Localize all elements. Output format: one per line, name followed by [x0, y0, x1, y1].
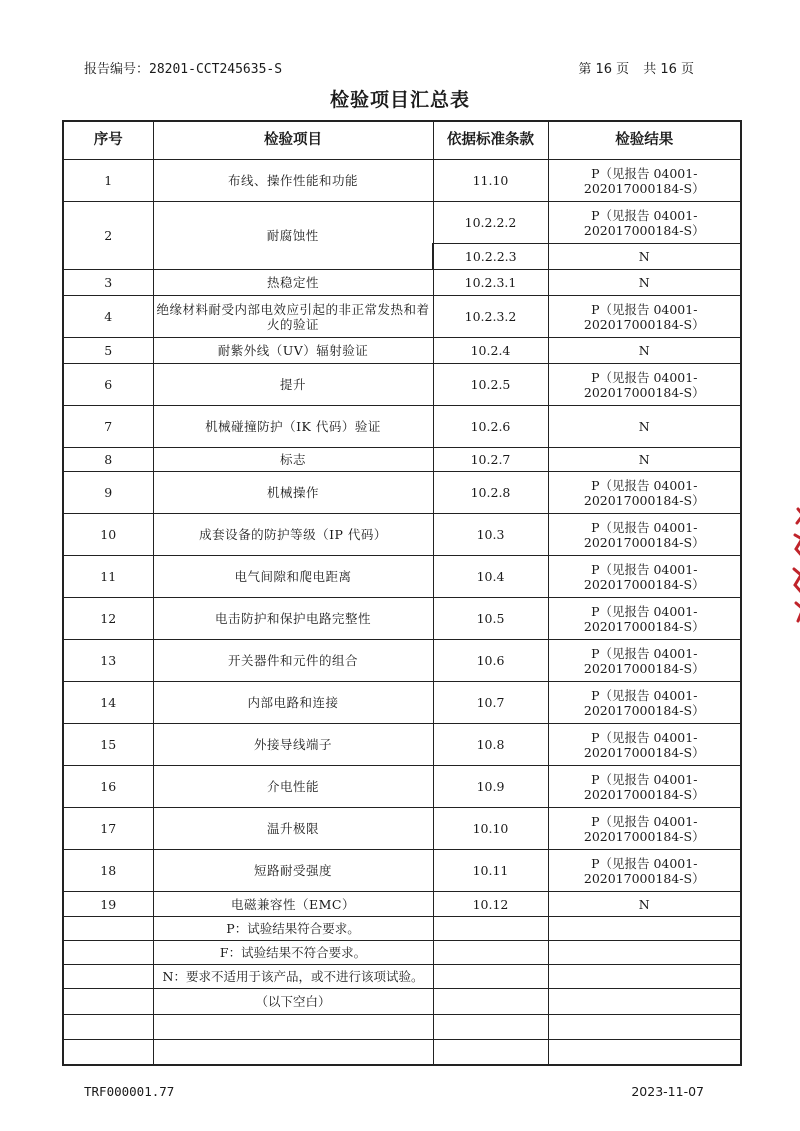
table-row	[63, 472, 741, 514]
row-result: P（见报告 04001-202017000184-S）	[548, 160, 741, 202]
note-not-applicable: N：要求不适用于该产品，或不进行该项试验。	[153, 965, 433, 989]
table-row	[63, 892, 741, 917]
column-header-clause: 依据标准条款	[433, 121, 548, 160]
row-number: 15	[63, 724, 153, 766]
row-clause: 11.10	[433, 160, 548, 202]
row-number: 2	[63, 202, 153, 270]
row-number: 11	[63, 556, 153, 598]
note-row	[63, 965, 741, 989]
table-header-row	[63, 121, 741, 160]
row-item: 机械操作	[153, 472, 433, 514]
table-row	[63, 202, 741, 244]
row-item: 电磁兼容性（EMC）	[153, 892, 433, 917]
note-blank-below: （以下空白）	[153, 989, 433, 1015]
row-item: 电气间隙和爬电距离	[153, 556, 433, 598]
table-row	[63, 448, 741, 472]
row-number: 6	[63, 364, 153, 406]
table-row	[63, 598, 741, 640]
row-clause: 10.2.2.3	[433, 244, 548, 270]
row-number: 3	[63, 270, 153, 296]
row-clause: 10.2.8	[433, 472, 548, 514]
row-item: 提升	[153, 364, 433, 406]
row-number: 10	[63, 514, 153, 556]
form-code: TRF000001.77	[84, 1084, 175, 1099]
row-item: 短路耐受强度	[153, 850, 433, 892]
table-row	[63, 640, 741, 682]
row-item: 开关器件和元件的组合	[153, 640, 433, 682]
row-result: P（见报告 04001-202017000184-S）	[548, 808, 741, 850]
note-row	[63, 917, 741, 941]
row-clause: 10.10	[433, 808, 548, 850]
row-clause: 10.8	[433, 724, 548, 766]
row-result: P（见报告 04001-202017000184-S）	[548, 598, 741, 640]
row-result: N	[548, 892, 741, 917]
row-clause: 10.3	[433, 514, 548, 556]
row-item: 绝缘材料耐受内部电效应引起的非正常发热和着火的验证	[153, 296, 433, 338]
row-item: 耐腐蚀性	[153, 202, 433, 270]
row-clause: 10.5	[433, 598, 548, 640]
stamp-mark	[794, 509, 800, 621]
row-clause: 10.4	[433, 556, 548, 598]
note-row	[63, 941, 741, 965]
row-clause: 10.2.3.1	[433, 270, 548, 296]
row-result: P（见报告 04001-202017000184-S）	[548, 556, 741, 598]
row-clause: 10.7	[433, 682, 548, 724]
row-number: 19	[63, 892, 153, 917]
row-result: N	[548, 270, 741, 296]
note-pass: P：试验结果符合要求。	[153, 917, 433, 941]
row-result: P（见报告 04001-202017000184-S）	[548, 682, 741, 724]
row-item: 内部电路和连接	[153, 682, 433, 724]
empty-row	[63, 1015, 741, 1040]
table-row	[63, 270, 741, 296]
table-row	[63, 296, 741, 338]
row-number: 14	[63, 682, 153, 724]
row-result: P（见报告 04001-202017000184-S）	[548, 472, 741, 514]
row-number: 13	[63, 640, 153, 682]
row-clause: 10.12	[433, 892, 548, 917]
inspection-summary-table	[62, 120, 742, 1066]
row-item: 热稳定性	[153, 270, 433, 296]
row-result: N	[548, 448, 741, 472]
row-number: 8	[63, 448, 153, 472]
table-row	[63, 160, 741, 202]
row-number: 17	[63, 808, 153, 850]
row-number: 9	[63, 472, 153, 514]
row-clause: 10.9	[433, 766, 548, 808]
row-result: P（见报告 04001-202017000184-S）	[548, 514, 741, 556]
column-header-result: 检验结果	[548, 121, 741, 160]
page-indicator	[578, 58, 694, 77]
table-row	[63, 808, 741, 850]
row-result: P（见报告 04001-202017000184-S）	[548, 766, 741, 808]
row-clause: 10.6	[433, 640, 548, 682]
row-number: 12	[63, 598, 153, 640]
row-result: P（见报告 04001-202017000184-S）	[548, 640, 741, 682]
row-result: P（见报告 04001-202017000184-S）	[548, 202, 741, 244]
table-row	[63, 364, 741, 406]
row-clause: 10.11	[433, 850, 548, 892]
row-number: 4	[63, 296, 153, 338]
table-row	[63, 556, 741, 598]
document-date: 2023-11-07	[631, 1084, 704, 1099]
row-item: 机械碰撞防护（IK 代码）验证	[153, 406, 433, 448]
table-row	[63, 338, 741, 364]
row-result: P（见报告 04001-202017000184-S）	[548, 364, 741, 406]
page-total: 共 16 页	[643, 62, 694, 77]
row-result: P（见报告 04001-202017000184-S）	[548, 296, 741, 338]
row-result: N	[548, 406, 741, 448]
column-header-item: 检验项目	[153, 121, 433, 160]
row-clause: 10.2.7	[433, 448, 548, 472]
row-item: 介电性能	[153, 766, 433, 808]
seal-stamp-fragment	[792, 505, 800, 625]
table-row	[63, 850, 741, 892]
page-title: 检验项目汇总表	[329, 89, 470, 111]
empty-row	[63, 1040, 741, 1065]
note-fail: F：试验结果不符合要求。	[153, 941, 433, 965]
table-row	[63, 724, 741, 766]
row-clause: 10.2.3.2	[433, 296, 548, 338]
note-row	[63, 989, 741, 1015]
row-item: 耐紫外线（UV）辐射验证	[153, 338, 433, 364]
row-number: 1	[63, 160, 153, 202]
row-number: 16	[63, 766, 153, 808]
row-clause: 10.2.5	[433, 364, 548, 406]
table-row	[63, 766, 741, 808]
report-number: 报告编号：28201-CCT245635-S	[84, 62, 283, 77]
row-result: P（见报告 04001-202017000184-S）	[548, 850, 741, 892]
row-result: N	[548, 244, 741, 270]
row-number: 7	[63, 406, 153, 448]
row-item: 布线、操作性能和功能	[153, 160, 433, 202]
row-item: 外接导线端子	[153, 724, 433, 766]
row-item: 标志	[153, 448, 433, 472]
row-item: 温升极限	[153, 808, 433, 850]
row-clause: 10.2.6	[433, 406, 548, 448]
table-row	[63, 514, 741, 556]
row-number: 18	[63, 850, 153, 892]
column-header-number: 序号	[63, 121, 153, 160]
row-clause: 10.2.4	[433, 338, 548, 364]
table-row	[63, 406, 741, 448]
row-result: P（见报告 04001-202017000184-S）	[548, 724, 741, 766]
row-number: 5	[63, 338, 153, 364]
row-clause: 10.2.2.2	[433, 202, 548, 244]
table-row	[63, 682, 741, 724]
row-item: 电击防护和保护电路完整性	[153, 598, 433, 640]
row-item: 成套设备的防护等级（IP 代码）	[153, 514, 433, 556]
row-result: N	[548, 338, 741, 364]
page-current: 第 16 页	[578, 62, 630, 77]
